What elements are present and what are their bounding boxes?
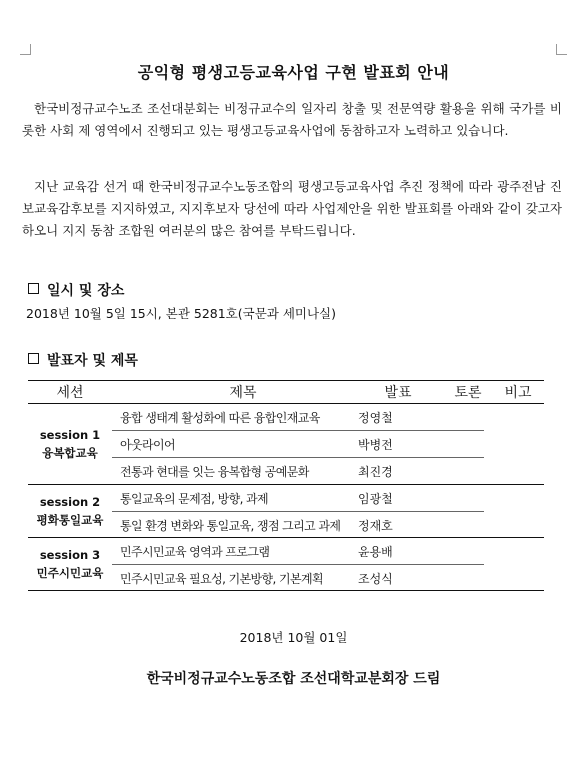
intro-paragraph: 한국비정규교수노조 조선대분회는 비정규교수의 일자리 창출 및 전문역량 활용을 위해 국가를 비롯한 사회 제 영역에서 진행되고 있는 평생고등교육사업에 동참하고자 노력하고 있습니다.	[22, 101, 562, 138]
session-label	[28, 538, 112, 590]
section-heading-presenters	[28, 350, 138, 370]
header-discussion: 토론	[454, 385, 482, 401]
section-heading-label: 발표자 및 제목	[47, 353, 138, 369]
presentation-title: 전통과 현대를 잇는 융복합형 공예문화	[120, 465, 309, 479]
session-group	[28, 485, 544, 538]
request-paragraph: 지난 교육감 선거 때 한국비정규교수노동조합의 평생고등교육사업 추진 정책에 따라 광주전남 진보교육감후보를 지지하였고, 지지후보자 당선에 따라 사업제안을 위한 발표회를 아래와 같이 갖고자 하오니 지지 동참 조합원 여러분의 많은 참여를 부탁드립니다.	[22, 179, 562, 238]
presenter-name: 박병전	[358, 438, 393, 452]
session-name: 민주시민교육	[36, 566, 104, 580]
presenter-table	[28, 380, 544, 591]
corner-mark-left	[20, 44, 31, 55]
header-title: 제목	[229, 385, 257, 401]
table-row	[112, 458, 484, 484]
presenter-name: 윤용배	[358, 545, 393, 559]
table-row	[112, 431, 484, 457]
table-header	[28, 380, 544, 404]
checkbox-square-icon	[28, 283, 39, 294]
section-heading-label: 일시 및 장소	[47, 283, 125, 299]
presentation-title: 통일 환경 변화와 통일교육, 쟁점 그리고 과제	[120, 519, 341, 533]
session-code: session 2	[39, 495, 101, 509]
signature-line: 한국비정규교수노동조합 조선대학교분회장 드림	[146, 671, 441, 687]
presentation-title: 아웃라이어	[120, 438, 175, 452]
checkbox-square-icon	[28, 353, 39, 364]
section-heading-time-place	[28, 280, 124, 300]
table-row	[112, 565, 484, 591]
session-name: 평화통일교육	[36, 513, 104, 527]
presenter-name: 정재호	[358, 519, 393, 533]
document-title: 공익형 평생고등교육사업 구현 발표회 안내	[137, 63, 450, 82]
document-date: 2018년 10월 01일	[239, 630, 348, 645]
session-group	[28, 538, 544, 591]
presenter-name: 최진경	[358, 465, 393, 479]
presenter-name: 조성식	[358, 572, 393, 586]
presenter-name: 임광철	[358, 492, 393, 506]
session-label	[28, 404, 112, 484]
header-presenter: 발표	[384, 385, 412, 401]
header-session: 세션	[56, 385, 84, 401]
table-row	[112, 404, 484, 430]
session-group	[28, 404, 544, 485]
presentation-title: 민주시민교육 영역과 프로그램	[120, 545, 270, 559]
session-label	[28, 485, 112, 537]
corner-mark-right	[556, 44, 567, 55]
presentation-title: 융합 생태계 활성화에 따른 융합인재교육	[120, 411, 320, 425]
header-note: 비고	[504, 385, 532, 401]
presentation-title: 민주시민교육 필요성, 기본방향, 기본계획	[120, 572, 323, 586]
session-code: session 3	[39, 548, 101, 562]
presenter-name: 정영철	[358, 411, 393, 425]
table-row	[112, 485, 484, 511]
table-row	[112, 512, 484, 538]
presentation-title: 통일교육의 문제점, 방향, 과제	[120, 492, 268, 506]
table-row	[112, 538, 484, 564]
event-datetime: 2018년 10월 5일 15시, 본관 5281호(국문과 세미나실)	[26, 306, 337, 321]
session-code: session 1	[39, 428, 101, 442]
session-name: 융복합교육	[42, 446, 98, 460]
